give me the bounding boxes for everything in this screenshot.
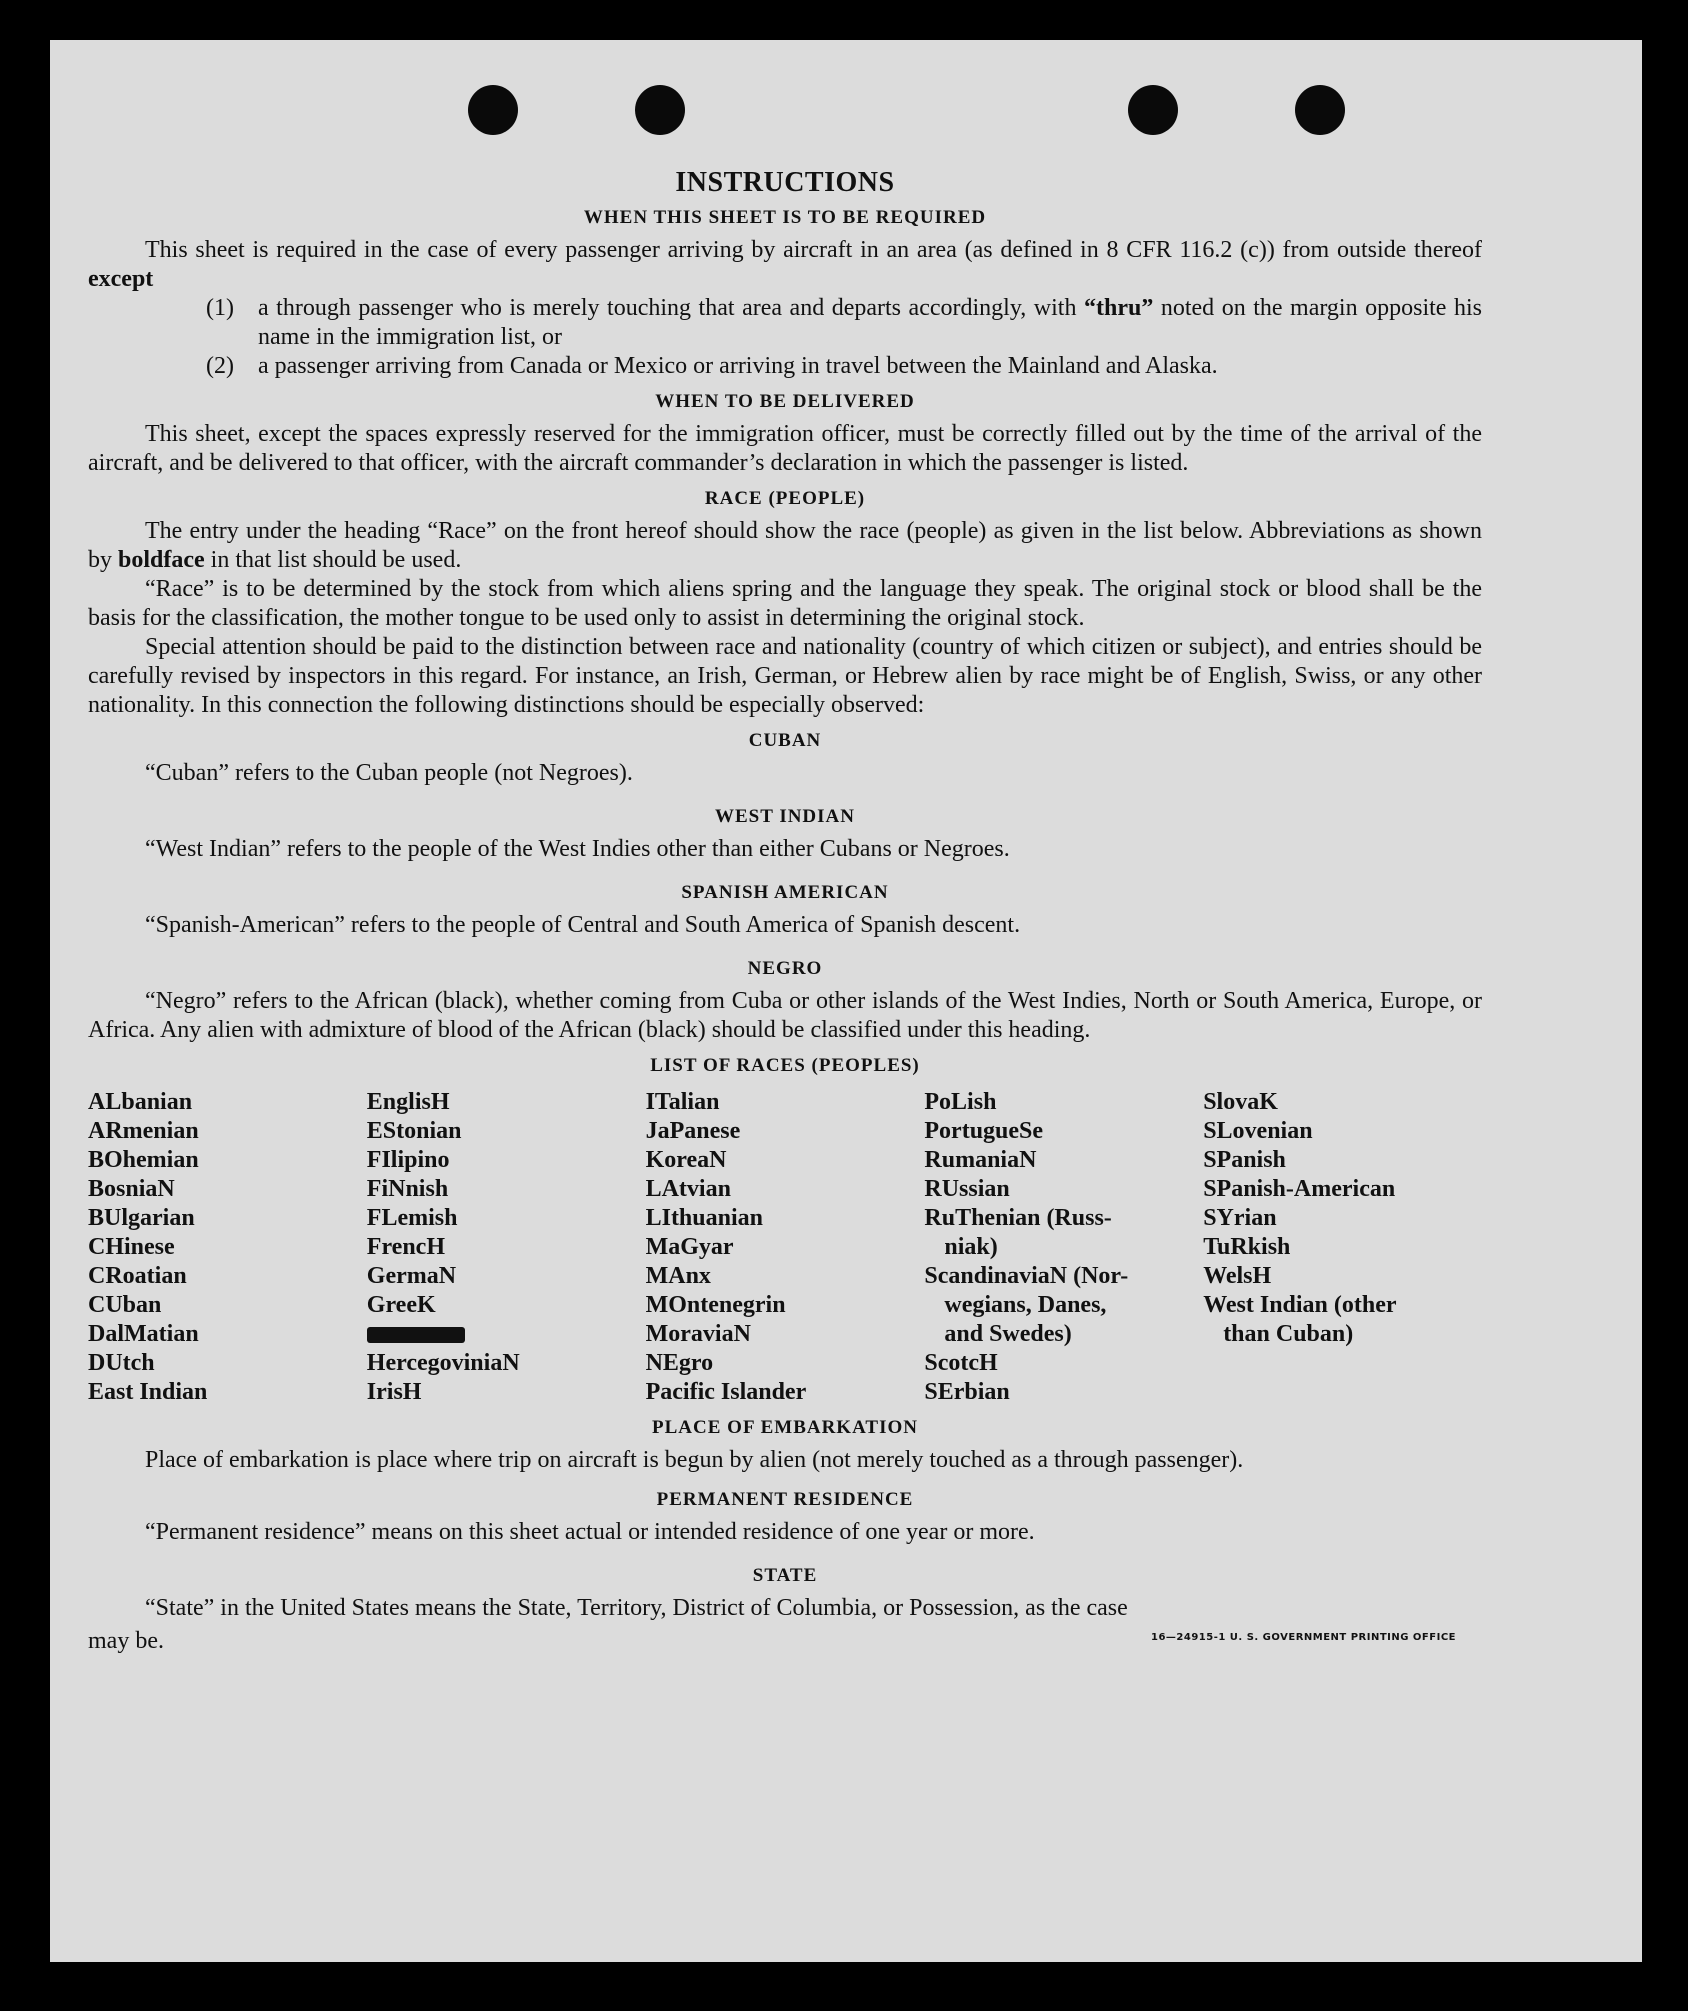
race-entry: ScotcH [924,1350,998,1376]
race-entry: RumaniaN [924,1147,1037,1173]
race-column [1203,1088,1482,1407]
race-column [367,1088,646,1407]
race-entry: SPanish [1203,1147,1286,1173]
section-heading: STATE [752,1565,818,1586]
item-text [258,294,1482,352]
section-heading: PERMANENT RESIDENCE [656,1489,914,1510]
paragraph: “State” in the United States means the State, Territory, District of Columbia, or Possession, as the case [145,1595,1128,1621]
race-entry: RUssian [924,1176,1010,1202]
race-entry: FLemish [366,1205,458,1231]
race-entry: SErbian [924,1379,1010,1405]
race-entry: LAtvian [645,1176,731,1202]
section-heading: WHEN TO BE DELIVERED [655,391,915,412]
section-heading: WEST INDIAN [715,806,855,827]
printer-mark: 16—24915-1 U. S. GOVERNMENT PRINTING OFFICE [1151,1632,1456,1643]
race-entry: CRoatian [88,1263,187,1289]
section-heading: CUBAN [748,730,822,751]
section-heading: RACE (PEOPLE) [704,488,866,509]
paragraph: Special attention should be paid to the distinction between race and nationality (country of which citizen or subject), and entries should be carefully revised by inspectors in this regard. For instance, an Irish, German, or Hebrew alien by race might be of English, Swiss, or any other nationality. In this connection the following distinctions should be especially observed: [88,634,1482,718]
race-entry: WelsH [1203,1263,1272,1289]
race-entry: FrencH [366,1234,445,1260]
race-entry: JaPanese [645,1118,741,1144]
punch-hole [635,85,685,135]
item-number: (1) [206,295,234,321]
paragraph-continuation: may be. [88,1628,164,1654]
race-entry: SlovaK [1203,1089,1278,1115]
race-entry-continued: and Swedes) [944,1321,1072,1347]
race-entry: ITalian [645,1089,720,1115]
item-text-part: a through passenger who is merely touching that area and departs accordingly, with [258,295,1084,321]
race-list [88,1088,1482,1407]
bold-text: boldface [118,547,205,573]
race-column [88,1088,367,1407]
paragraph: “Negro” refers to the African (black), whether coming from Cuba or other islands of the West Indies, North or South America, Europe, or Africa. Any alien with admixture of blood of the African (black) should be classified under this heading. [88,988,1482,1043]
paragraph: “Permanent residence” means on this sheet actual or intended residence of one year or more. [145,1519,1035,1545]
list-item [206,352,1482,381]
race-entry: CUban [88,1292,162,1318]
race-entry: PoLish [924,1089,997,1115]
section-heading: WHEN THIS SHEET IS TO BE REQUIRED [583,207,987,228]
race-entry: RuThenian (Russ- [924,1205,1112,1231]
section-heading: LIST OF RACES (PEOPLES) [650,1055,920,1076]
race-entry: IrisH [366,1379,422,1405]
race-entry-continued: than Cuban) [1223,1321,1354,1347]
race-entry: SPanish-American [1203,1176,1396,1202]
race-entry: BOhemian [88,1147,199,1173]
paragraph: This sheet, except the spaces expressly reserved for the immigration officer, must be correctly filled out by the time of the arrival of the aircraft, and be delivered to that officer, with the aircraft commander’s declaration in which the passenger is listed. [88,421,1482,476]
item-text: a passenger arriving from Canada or Mexico or arriving in travel between the Mainland and Alaska. [258,353,1218,379]
race-entry: SLovenian [1203,1118,1313,1144]
punch-hole [1128,85,1178,135]
race-entry: GreeK [366,1292,436,1318]
paragraph [88,517,1482,575]
race-entry-continued: niak) [944,1234,998,1260]
section-heading: NEGRO [747,958,823,979]
item-number: (2) [206,353,234,379]
race-entry: EStonian [366,1118,462,1144]
race-entry: NEgro [645,1350,714,1376]
bold-text: “thru” [1083,295,1154,321]
race-entry: DUtch [88,1350,155,1376]
race-entry-continued: wegians, Danes, [944,1292,1107,1318]
footer-row [88,1623,1482,1656]
paragraph: Place of embarkation is place where trip on aircraft is begun by alien (not merely touched as a through passenger). [145,1447,1244,1473]
race-entry: FiNnish [366,1176,449,1202]
race-entry: DalMatian [88,1321,199,1347]
section-heading: SPANISH AMERICAN [681,882,889,903]
race-entry: BUlgarian [88,1205,195,1231]
race-entry: TuRkish [1203,1234,1291,1260]
section-heading: PLACE OF EMBARKATION [652,1417,918,1438]
race-column [646,1088,925,1407]
paragraph-text: The entry under the heading “Race” on the front hereof should show the race (people) as given in the list below. Abbreviations as shown by [88,518,1482,573]
race-entry: MoraviaN [645,1321,751,1347]
race-entry: HercegoviniaN [366,1350,520,1376]
paragraph: “Race” is to be determined by the stock from which aliens spring and the language they speak. The original stock or blood shall be the basis for the classification, the mother tongue to be used only to assist in determining the original stock. [88,576,1482,631]
redacted-entry [367,1320,646,1349]
race-entry: EnglisH [366,1089,450,1115]
race-entry: LIthuanian [645,1205,763,1231]
race-entry: KoreaN [645,1147,727,1173]
race-entry: ALbanian [88,1089,193,1115]
document-body [88,168,1482,1656]
race-entry: MAnx [645,1263,711,1289]
paragraph [88,236,1482,294]
paragraph-text: in that list should be used. [204,547,462,573]
race-entry: East Indian [88,1379,208,1405]
race-entry: SYrian [1203,1205,1277,1231]
race-entry: MaGyar [645,1234,734,1260]
bold-text: except [88,266,154,292]
paragraph: “Cuban” refers to the Cuban people (not Negroes). [145,760,633,786]
punch-hole [1295,85,1345,135]
race-entry: MOntenegrin [645,1292,786,1318]
race-entry: PortugueSe [924,1118,1044,1144]
race-entry: GermaN [366,1263,457,1289]
item-text-part: noted on the margin opposite his name in the immigration list, or [258,295,1482,350]
paragraph: “Spanish-American” refers to the people of Central and South America of Spanish descent. [145,912,1021,938]
list-item [206,294,1482,352]
race-entry: FIlipino [366,1147,450,1173]
race-entry: ScandinaviaN (Nor- [924,1263,1129,1289]
redaction-mark [367,1327,465,1343]
race-entry: West Indian (other [1203,1292,1397,1318]
document-sheet [50,40,1642,1962]
race-entry: Pacific Islander [645,1379,807,1405]
race-entry: BosniaN [88,1176,175,1202]
page-title: INSTRUCTIONS [675,167,895,198]
race-column [924,1088,1203,1407]
race-entry: ARmenian [88,1118,199,1144]
paragraph: “West Indian” refers to the people of the West Indies other than either Cubans or Negroes. [145,836,1010,862]
paragraph-text: This sheet is required in the case of every passenger arriving by aircraft in an area (as defined in 8 CFR 116.2 (c)) from outside thereof [145,237,1482,263]
punch-hole [468,85,518,135]
race-entry: CHinese [88,1234,175,1260]
